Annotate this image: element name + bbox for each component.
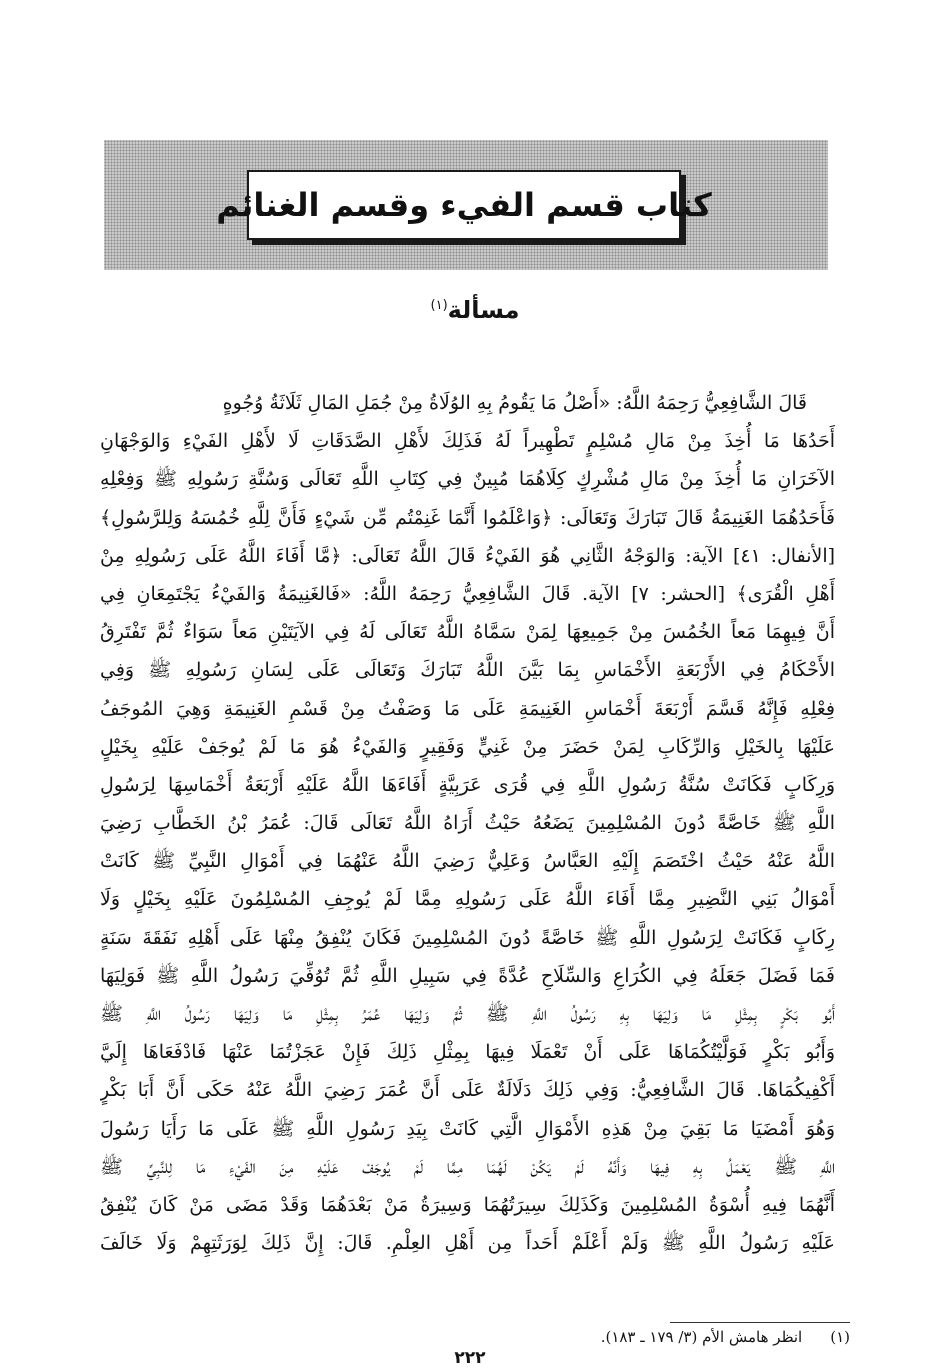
text-line: اللَّهِ ﷺ خَاصَّةً دُونَ المُسْلِمِينَ يَضَعُهُ حَيْثُ أَرَاهُ اللَّهُ تَعَالَى قَالَ: عُمَرُ بْنُ الخَطَّابِ رَضِيَ [100, 812, 835, 835]
text-line: وَأَبُو بَكْرٍ فَوَلَّيْتُكُمَاهَا عَلَى أَنْ تَعْمَلَا فِيهَا بِمِثْلِ ذَلِكَ فَإِنْ عَجَزْتُمَا عَنْهَا فَادْفَعَاهَا إِلَيَّ [100, 1041, 835, 1064]
text-line: أَنَّ فِيهِمَا مَعاً الخُمُسَ مِنْ جَمِيعِهَا لِمَنْ سَمَّاهُ اللَّهُ تَعَالَى لَهُ فِي الآيَتَيْنِ مَعاً سَوَاءٌ ثُمَّ تَفْتَرِقُ [100, 621, 835, 644]
text-line: أَحَدُهَا مَا أُخِذَ مِنْ مَالِ مُسْلِمٍ تَطْهِيراً لَهُ فَذَلِكَ لأَهْلِ الصَّدَقَاتِ لَا لأَهْلِ الفَيْءِ وَالوَجْهَانِ [100, 430, 835, 453]
text-line: اللَّهِ ﷺ يَعْمَلُ بِهِ فِيهَا وَأَنَّهُ لَمْ يَكُنْ لَهُمَا مِمَّا لَمْ يُوجَفْ عَلَيْهِ مِنَ الفَيْءِ مَا لِلنَّبِيِّ ﷺ [100, 1155, 835, 1178]
section-title: مسألة [447, 296, 520, 324]
text-line: الأَحْكَامُ فِي الأَرْبَعَةِ الأَخْمَاسِ بِمَا بَيَّنَ اللَّهُ تَبَارَكَ وَتَعَالَى عَلَى لِسَانِ رَسُولِهِ ﷺ وَفِي [100, 659, 835, 682]
footnote-number: (١) [830, 1328, 850, 1346]
text-line: عَلَيْهَا بِالخَيْلِ وَالرِّكَابِ لِمَنْ حَضَرَ مِنْ غَنِيٍّ وَفَقِيرٍ وَالفَيْءُ هُوَ مَا لَمْ يُوجَفْ عَلَيْهِ بِخَيْلٍ [100, 735, 835, 758]
text-line: أَمْوَالُ بَنِي النَّضِيرِ مِمَّا أَفَاءَ اللَّهُ عَلَى رَسُولِهِ مِمَّا لَمْ يُوجِفِ المُسْلِمُونَ عَلَيْهِ بِخَيْلٍ وَلَا [100, 888, 835, 911]
footnote-text: انظر هامش الأم (٣/ ١٧٩ ـ ١٨٣). [600, 1328, 803, 1346]
footnote [100, 1328, 850, 1346]
text-line: [الأنفال: ٤١] الآية: وَالوَجْهُ الثَّانِي هُوَ الفَيْءُ قَالَ اللَّهُ تَعَالَى: ﴿مَّا أَفَاءَ اللَّهُ عَلَى رَسُولِهِ مِنْ [100, 544, 835, 567]
text-line: فَأَحَدُهُمَا الغَنِيمَةُ قَالَ تَبَارَكَ وَتَعَالَى: ﴿وَاعْلَمُوا أَنَّمَا غَنِمْتُم مِّن شَيْءٍ فَأَنَّ لِلَّهِ خُمُسَهُ وَلِلرَّسُولِ﴾ [100, 506, 835, 529]
text-line: فِعْلِهِ فَإِنَّهُ قَسَّمَ أَرْبَعَةَ أَخْمَاسِ الغَنِيمَةِ عَلَى مَا وَصَفْتُ مِنْ قَسْمِ الغَنِيمَةِ وَهِيَ المُوجَفُ [100, 697, 835, 720]
text-line: عَلَيْهِ رَسُولُ اللَّهِ ﷺ وَلَمْ أَعْلَمْ أَحَداً مِن أَهْلِ العِلْمِ. قَالَ: إِنَّ ذَلِكَ لِوَرَثَتِهِمْ وَلَا خَالَفَ [100, 1232, 835, 1255]
section-heading [380, 296, 570, 324]
body-text [100, 384, 835, 1262]
text-line: قَالَ الشَّافِعِيُّ رَحِمَهُ اللَّهُ: «أَصْلُ مَا يَقُومُ بِهِ الوُلَاةُ مِنْ جُمَلِ المَالِ ثَلَاثَةُ وُجُوهٍ [222, 392, 807, 414]
footnote-reference: (١) [430, 298, 448, 313]
book-title: كتاب قسم الفيء وقسم الغنائم [216, 186, 712, 224]
footnote-divider [670, 1322, 850, 1323]
text-line: أَكْفِيكُمَاهَا. قَالَ الشَّافِعِيُّ: وَفِي ذَلِكَ دَلَالَةٌ عَلَى أَنَّ عُمَرَ رَضِيَ اللَّهُ عَنْهُ حَكَى أَنَّ أَبَا بَكْرٍ [100, 1079, 835, 1102]
text-line: أَهْلِ الْقُرَى﴾ [الحشر: ٧] الآية. قَالَ الشَّافِعِيُّ رَحِمَهُ اللَّهُ: «فَالغَنِيمَةُ وَالفَيْءُ يَجْتَمِعَانِ فِي [100, 582, 835, 605]
text-line: الآخَرَانِ مَا أُخِذَ مِنْ مَالِ مُشْرِكٍ كِلَاهُمَا مُبِينٌ فِي كِتَابِ اللَّهِ تَعَالَى وَسُنَّةِ رَسُولِهِ ﷺ وَفِعْلِهِ [100, 468, 835, 491]
page-number: ٢٢٢ [454, 1348, 486, 1368]
text-line: وَهُوَ أَمْضَيَا مَا بَقِيَ مِنْ هَذِهِ الأَمْوَالِ الَّتِي كَانَتْ بِيَدِ رَسُولِ اللَّهِ ﷺ عَلَى مَا رَأَيَا رَسُولَ [100, 1117, 835, 1140]
text-line: فَمَا فَضَلَ جَعَلَهُ فِي الكُرَاعِ وَالسِّلَاحِ عُدَّةً فِي سَبِيلِ اللَّهِ ثُمَّ تُوُفِّيَ رَسُولُ اللَّهِ ﷺ فَوَلِيَهَا [100, 964, 835, 987]
text-line: وَرِكَابٍ فَكَانَتْ سُنَّةُ رَسُولِ اللَّهِ فِي قُرَى عَرَبِيَّةٍ أَفَاءَهَا اللَّهُ عَلَيْهِ أَرْبَعَةُ أَخْمَاسِهَا لِرَسُولِ [100, 773, 835, 796]
text-line: أَنَّهُمَا فِيهِ أُسْوَةُ المُسْلِمِينَ وَكَذَلِكَ سِيرَتُهُمَا وَسِيرَةُ مَنْ بَعْدَهُمَا وَقَدْ مَضَى مَنْ كَانَ يُنْفِقُ [100, 1193, 835, 1216]
text-line: اللَّهُ عَنْهُ حَيْثُ اخْتَصَمَ إِلَيْهِ العَبَّاسُ وَعَلِيٌّ رَضِيَ اللَّهُ عَنْهُمَا فِي أَمْوَالِ النَّبِيِّ ﷺ كَانَتْ [100, 850, 835, 873]
text-line: أَبُو بَكْرٍ بِمِثْلِ مَا وَلِيَهَا بِهِ رَسُولُ اللَّهِ ﷺ ثُمَّ وَلِيَهَا عُمَرُ بِمِثْلِ مَا وَلِيَهَا رَسُولُ اللَّهِ ﷺ [100, 1003, 835, 1025]
text-line: رِكَابٍ فَكَانَتْ لِرَسُولِ اللَّهِ ﷺ خَاصَّةً دُونَ المُسْلِمِينَ فَكَانَ يُنْفِقُ مِنْهَا عَلَى أَهْلِهِ نَفَقَةَ سَنَةٍ [100, 926, 835, 949]
title-banner [216, 170, 712, 240]
